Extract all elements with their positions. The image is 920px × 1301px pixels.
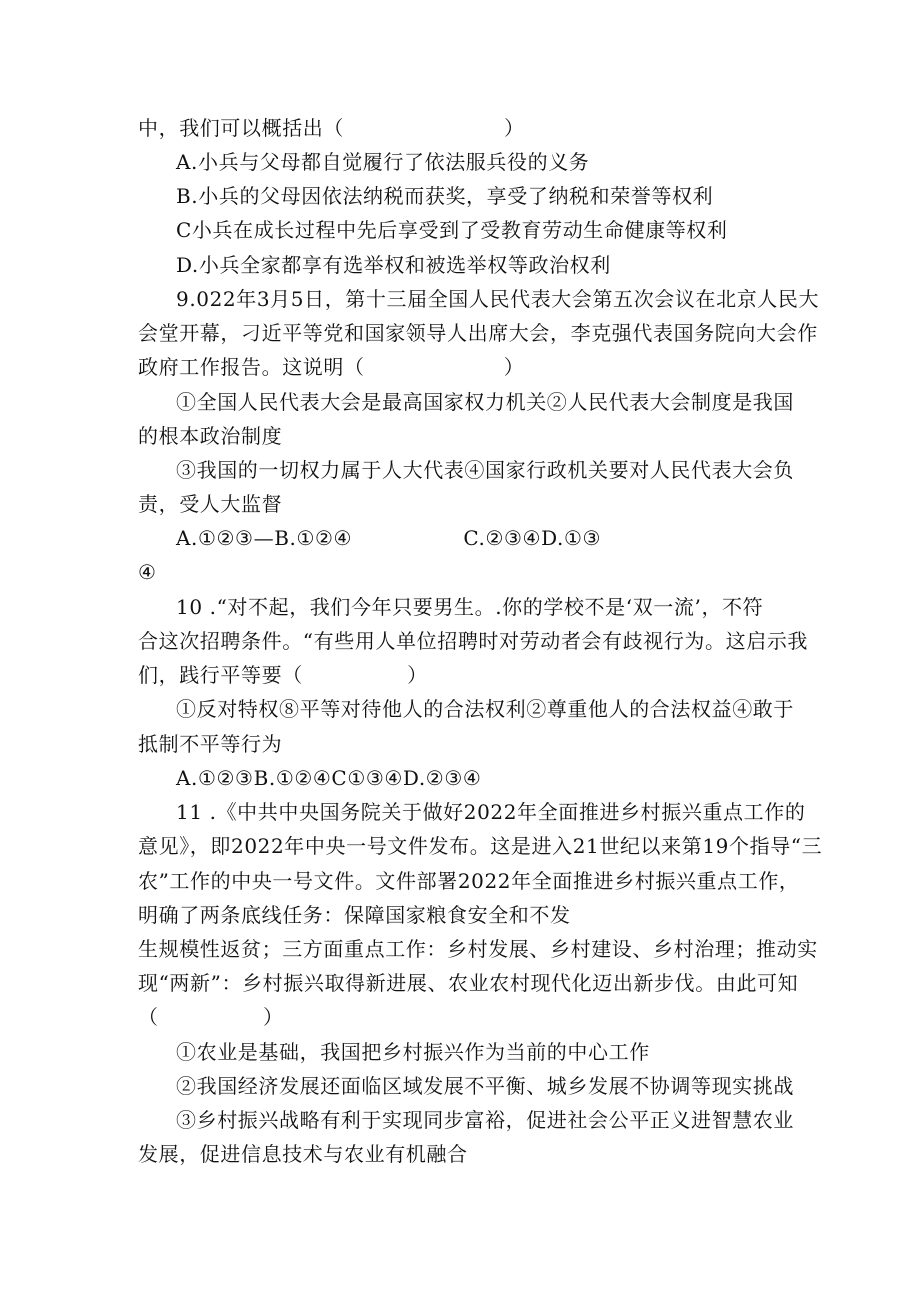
question-11-line-2: 意见》，即2022年中央一号文件发布。这是进入21世纪以来第19个指导“三 <box>138 834 823 858</box>
question-11-line-5: 生规模性返贫；三方面重点工作：乡村发展、乡村建设、乡村治理；推动实 <box>138 937 818 961</box>
question-9-line-1: 9.022年3月5日，第十三届全国人民代表大会第五次会议在北京人民大 <box>176 287 820 311</box>
statement-q9-line-3: ③我国的一切权力属于人大代表④国家行政机关要对人民代表大会负 <box>176 458 794 482</box>
question-9-line-2: 会堂开幕，刁近平等党和国家领导人出席大会，李克强代表国务院向大会作 <box>138 321 818 345</box>
statement-q10-line-2: 抵制不平等行为 <box>138 732 283 756</box>
option-q8-d: D.小兵全家都享有选举权和被选举权等政治权利 <box>176 253 611 277</box>
statement-q11-3-line-2: 发展，促进信息技术与农业有机融合 <box>138 1142 468 1166</box>
question-10-line-1: 10 .“对不起，我们今年只要男生。.你的学校不是‘双一流’，不符 <box>176 595 764 619</box>
options-q9-wrap: ④ <box>138 560 157 584</box>
options-q9: A.①②③—B.①②④ C.②③④D.①③ <box>176 526 602 550</box>
statement-q9-line-4: 责，受人大监督 <box>138 492 283 516</box>
option-q8-b: B.小兵的父母因依法纳税而获奖，享受了纳税和荣誉等权利 <box>176 184 714 208</box>
options-q10: A.①②③B.①②④C①③④D.②③④ <box>176 766 482 790</box>
option-q8-a: A.小兵与父母都自觉履行了依法服兵役的义务 <box>176 150 590 174</box>
statement-q10-line-1: ①反对特权⑧平等对待他人的合法权利②尊重他人的合法权益④敢于 <box>176 697 794 721</box>
text-line-q8-stem-end: 中，我们可以概括出（ ） <box>138 116 525 140</box>
statement-q9-line-2: 的根本政治制度 <box>138 424 283 448</box>
question-11-line-6: 现“两新”：乡村振兴取得新进展、农业农村现代化迈出新步伐。由此可知 <box>138 971 799 995</box>
question-9-line-3: 政府工作报告。这说明（ ） <box>138 355 525 379</box>
statement-q11-1: ①农业是基础，我国把乡村振兴作为当前的中心工作 <box>176 1040 650 1064</box>
question-11-answer-blank: （ ） <box>138 1005 284 1029</box>
question-11-line-4: 明确了两条底线任务：保障国家粮食安全和不发 <box>138 903 571 927</box>
statement-q11-3-line-1: ③乡村振兴战略有利于实现同步富裕，促进社会公平正义进智慧农业 <box>176 1108 794 1132</box>
option-q8-c: C小兵在成长过程中先后享受到了受教育劳动生命健康等权利 <box>176 218 728 242</box>
question-11-line-1: 11 .《中共中央国务院关于做好2022年全面推进乡村振兴重点工作的 <box>176 800 806 824</box>
statement-q9-line-1: ①全国人民代表大会是最高国家权力机关②人民代表大会制度是我国 <box>176 390 794 414</box>
question-11-line-3: 农”工作的中央一号文件。文件部署2022年全面推进乡村振兴重点工作， <box>138 869 800 893</box>
statement-q11-2: ②我国经济发展还面临区域发展不平衡、城乡发展不协调等现实挑战 <box>176 1074 794 1098</box>
question-10-line-3: 们，践行平等要（ ） <box>138 663 428 687</box>
question-10-line-2: 合这次招聘条件。“有些用人单位招聘时对劳动者会有歧视行为。这启示我 <box>138 629 809 653</box>
